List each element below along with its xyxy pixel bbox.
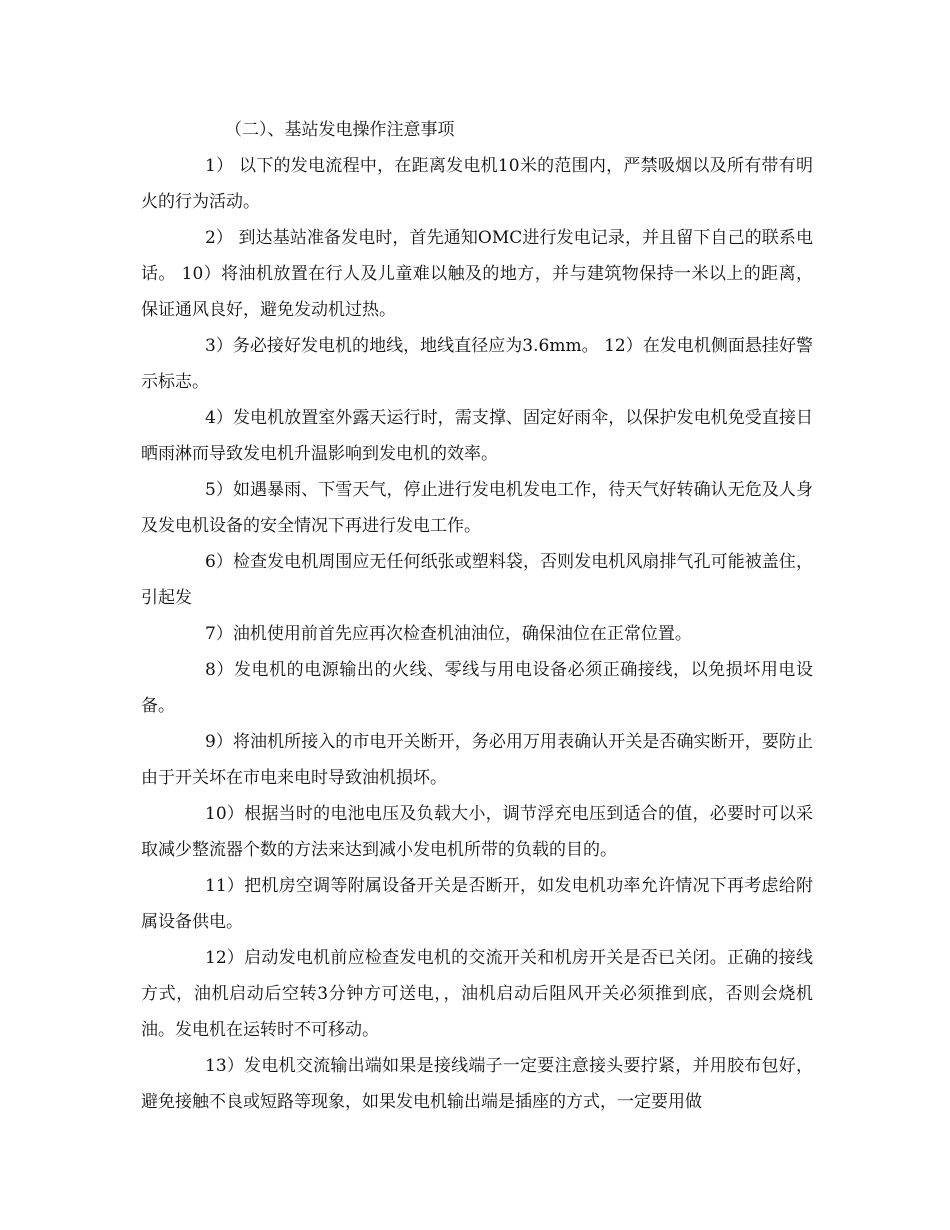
document-body [141,112,813,1120]
paragraph-4: 4）发电机放置室外露天运行时，需支撑、固定好雨伞，以保护发电机免受直接日晒雨淋而导致发电机升温影响到发电机的效率。 [141,408,813,464]
paragraph-6: 6）检查发电机周围应无任何纸张或塑料袋，否则发电机风扇排气孔可能被盖住，引起发 [141,552,813,608]
paragraph-7: 7）油机使用前首先应再次检查机油油位，确保油位在正常位置。 [205,624,692,644]
paragraph-11: 11）把机房空调等附属设备开关是否断开，如发电机功率允许情况下再考虑给附属设备供电。 [141,876,813,932]
paragraph-3: 3）务必接好发电机的地线，地线直径应为3.6mm。 12）在发电机侧面悬挂好警示标志。 [141,336,813,392]
paragraph-12: 12）启动发电机前应检查发电机的交流开关和机房开关是否已关闭。正确的接线方式，油机启动后空转3分钟方可送电，，油机启动后阻风开关必须推到底，否则会烧机油。发电机在运转时不可移动。 [141,948,813,1040]
paragraph-2: 2） 到达基站准备发电时，首先通知OMC进行发电记录，并且留下自己的联系电话。 10）将油机放置在行人及儿童难以触及的地方，并与建筑物保持一米以上的距离，保证通风良好，避免发动机过热。 [141,228,813,320]
paragraph-13: 13）发电机交流输出端如果是接线端子一定要注意接头要拧紧，并用胶布包好，避免接触不良或短路等现象，如果发电机输出端是插座的方式，一定要用做 [141,1056,813,1112]
paragraph-8: 8）发电机的电源输出的火线、零线与用电设备必须正确接线，以免损坏用电设备。 [141,660,813,716]
paragraph-1: 1） 以下的发电流程中，在距离发电机10米的范围内，严禁吸烟以及所有带有明火的行为活动。 [141,156,813,212]
section-heading: （二）、基站发电操作注意事项 [225,120,455,140]
paragraph-9: 9）将油机所接入的市电开关断开，务必用万用表确认开关是否确实断开，要防止由于开关坏在市电来电时导致油机损坏。 [141,732,813,788]
paragraph-10: 10）根据当时的电池电压及负载大小，调节浮充电压到适合的值，必要时可以采取减少整流器个数的方法来达到减小发电机所带的负载的目的。 [141,804,813,860]
paragraph-5: 5）如遇暴雨、下雪天气，停止进行发电机发电工作，待天气好转确认无危及人身及发电机设备的安全情况下再进行发电工作。 [141,480,813,536]
